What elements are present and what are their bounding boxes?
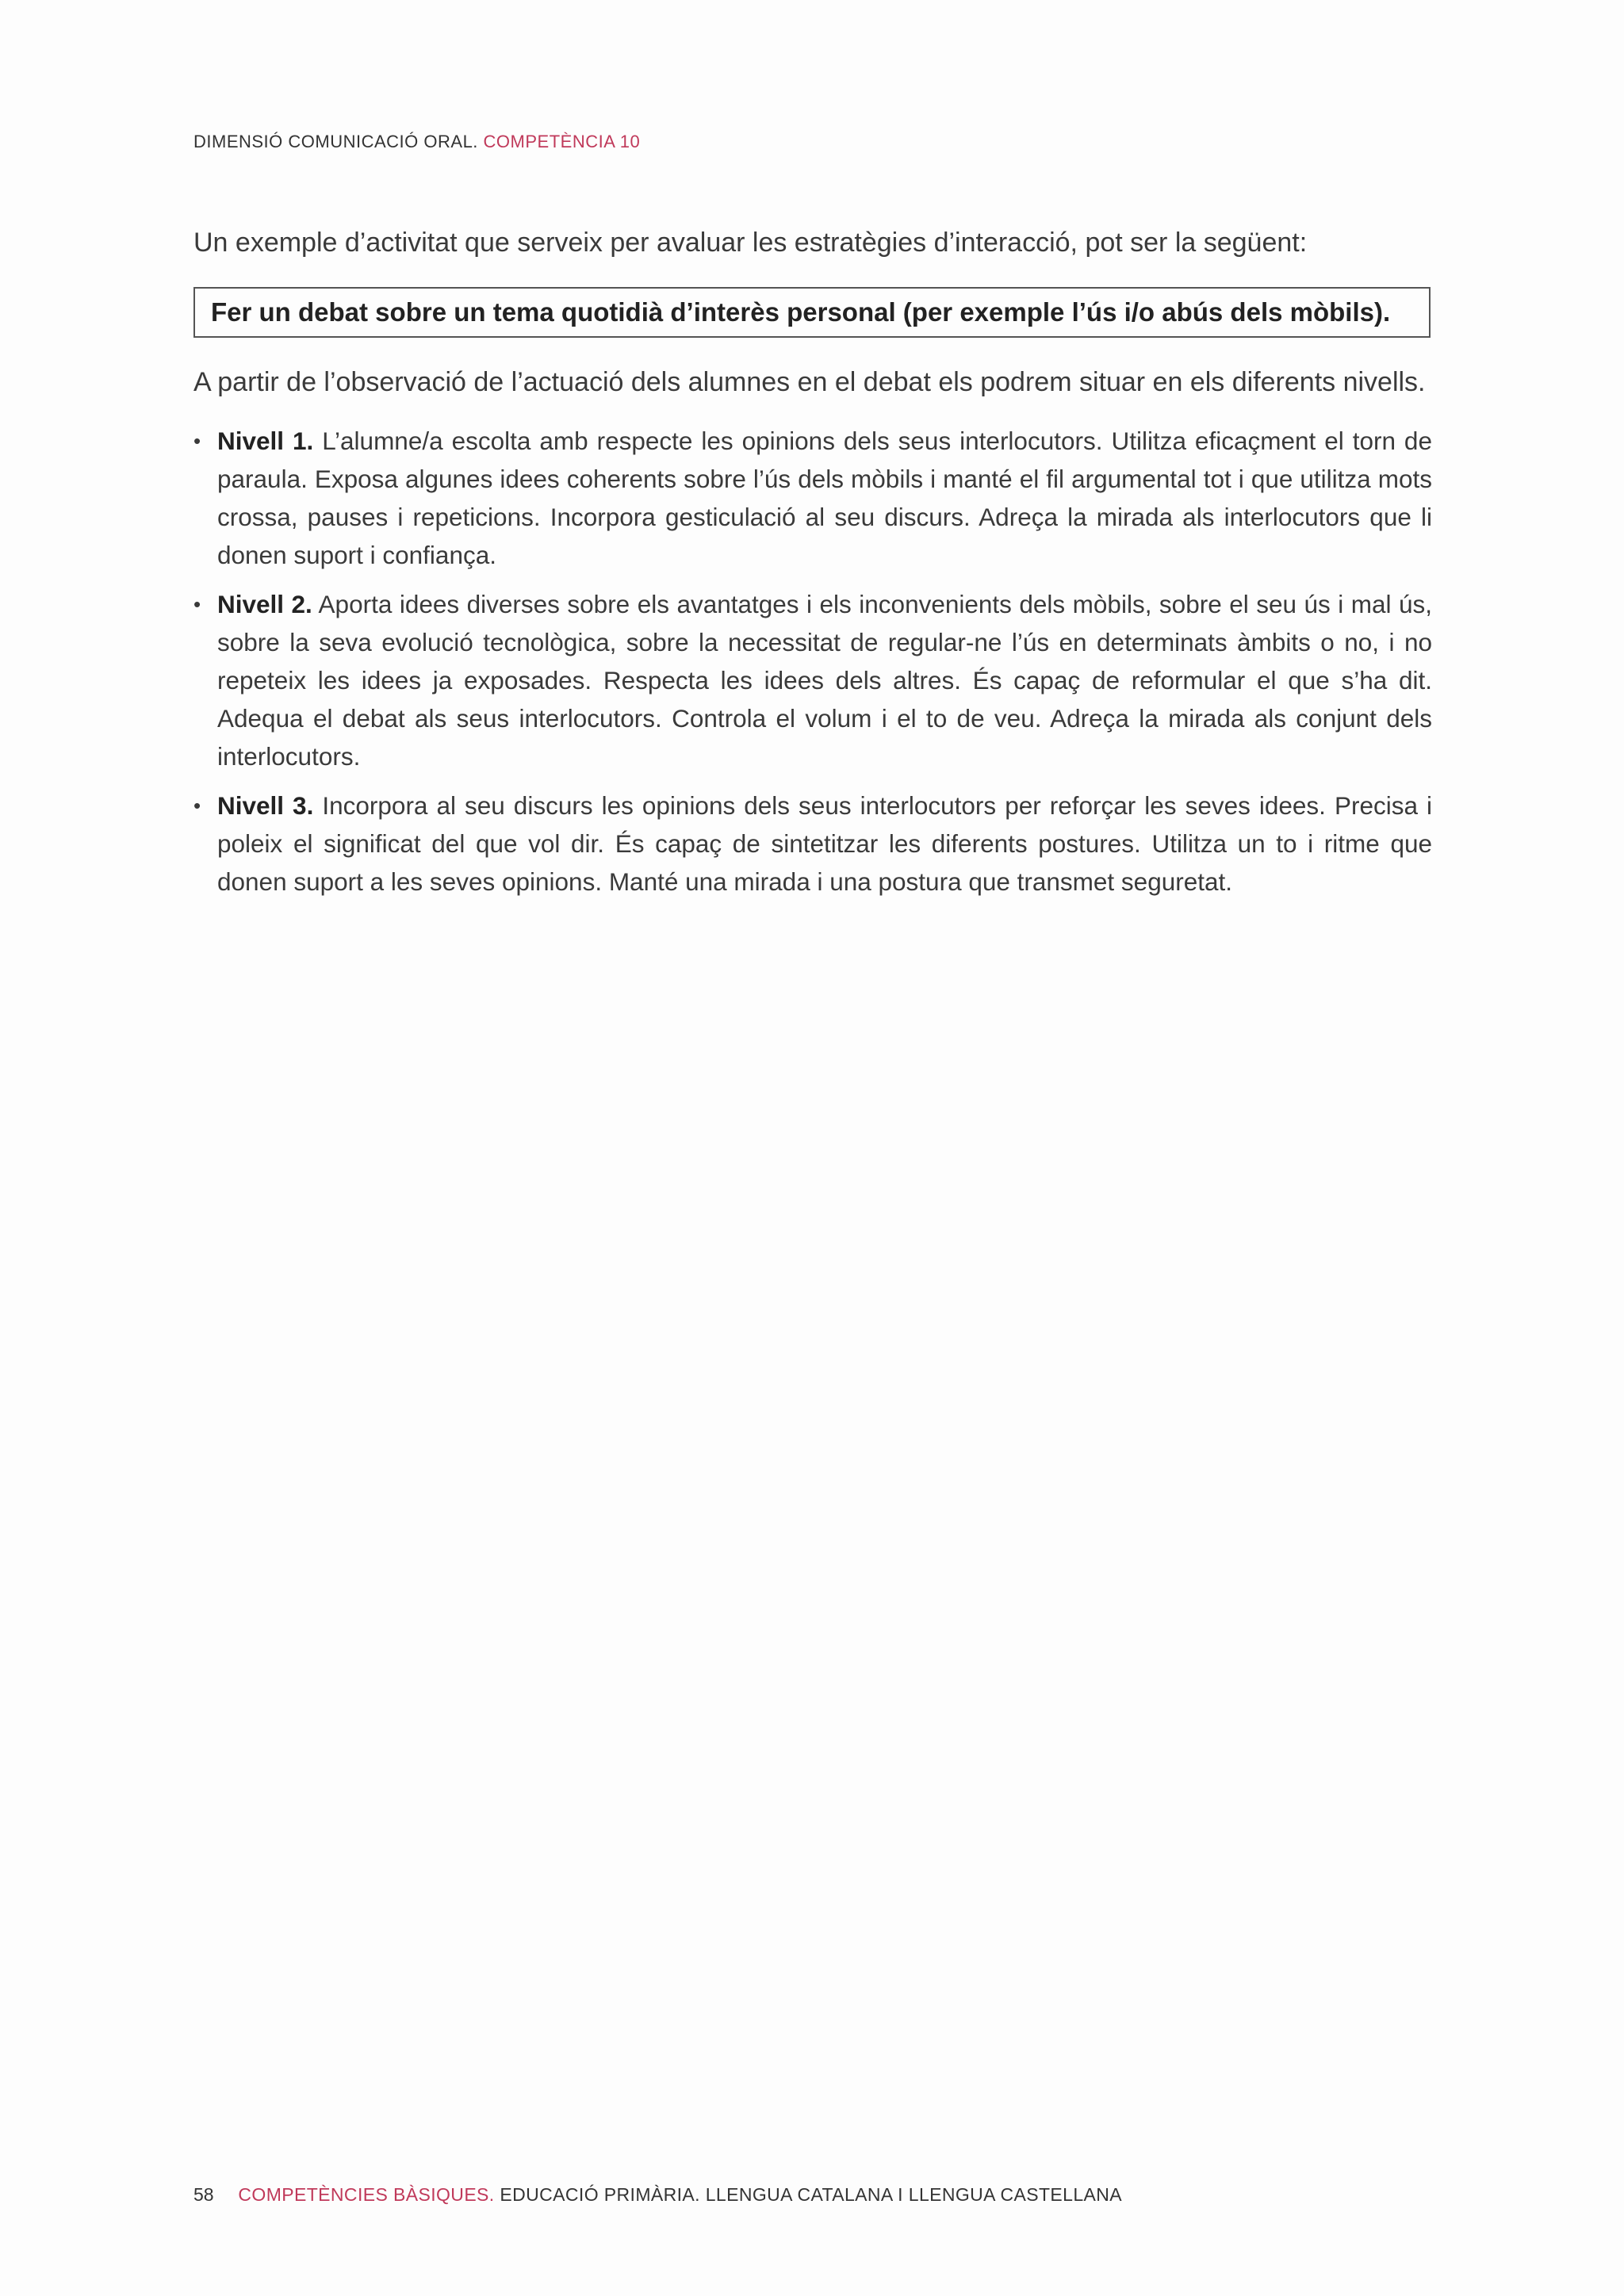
footer-subtitle: EDUCACIÓ PRIMÀRIA. LLENGUA CATALANA I LLENGUA CASTELLANA [500, 2184, 1123, 2205]
list-item-level-1 [193, 422, 1432, 574]
lead-paragraph: A partir de l’observació de l’actuació dels alumnes en el debat els podrem situar en els diferents nivells. [193, 367, 1426, 397]
levels-list [193, 422, 1432, 912]
activity-box: Fer un debat sobre un tema quotidià d’interès personal (per exemple l’ús i/o abús dels mòbils). [193, 287, 1431, 338]
level-label: Nivell 3. [217, 791, 314, 820]
running-footer [193, 2184, 1122, 2206]
list-item-level-3 [193, 786, 1432, 901]
bullet-icon: • [193, 592, 201, 616]
level-label: Nivell 2. [217, 590, 312, 618]
header-section: DIMENSIÓ COMUNICACIÓ ORAL. [193, 132, 478, 151]
level-description: Aporta idees diverses sobre els avantatges i els inconvenients dels mòbils, sobre el seu ús i mal ús, sobre la seva evolució tecnològica, sobre la necessitat de regular-ne l’ús en determinats àmbits o no, i no repeteix les idees ja exposades. Respecta les idees dels altres. És capaç de reformular el que s’ha dit. Adequa el debat als seus interlocutors. Controla el volum i el to de veu. Adreça la mirada als conjunt dels interlocutors. [217, 590, 1432, 771]
intro-paragraph: Un exemple d’activitat que serveix per avaluar les estratègies d’interacció, pot ser la següent: [193, 228, 1308, 258]
level-description: Incorpora al seu discurs les opinions dels seus interlocutors per reforçar les seves idees. Precisa i poleix el significat del que vol dir. És capaç de sintetitzar les diferents postures. Utilitza un to i ritme que donen suport a les seves opinions. Manté una mirada i una postura que transmet seguretat. [217, 791, 1432, 896]
bullet-icon: • [193, 794, 201, 817]
list-item-level-2 [193, 585, 1432, 775]
footer-series: COMPETÈNCIES BÀSIQUES. [238, 2184, 495, 2205]
level-label: Nivell 1. [217, 427, 314, 455]
level-description: L’alumne/a escolta amb respecte les opinions dels seus interlocutors. Utilitza eficaçment el torn de paraula. Exposa algunes idees coherents sobre l’ús dels mòbils i manté el fil argumental tot i que utilitza mots crossa, pauses i repeticions. Incorpora gesticulació al seu discurs. Adreça la mirada als interlocutors que li donen suport i confiança. [217, 427, 1432, 569]
bullet-icon: • [193, 429, 201, 453]
page-number: 58 [193, 2184, 214, 2205]
header-competence: COMPETÈNCIA 10 [483, 132, 641, 151]
running-header [193, 132, 640, 152]
